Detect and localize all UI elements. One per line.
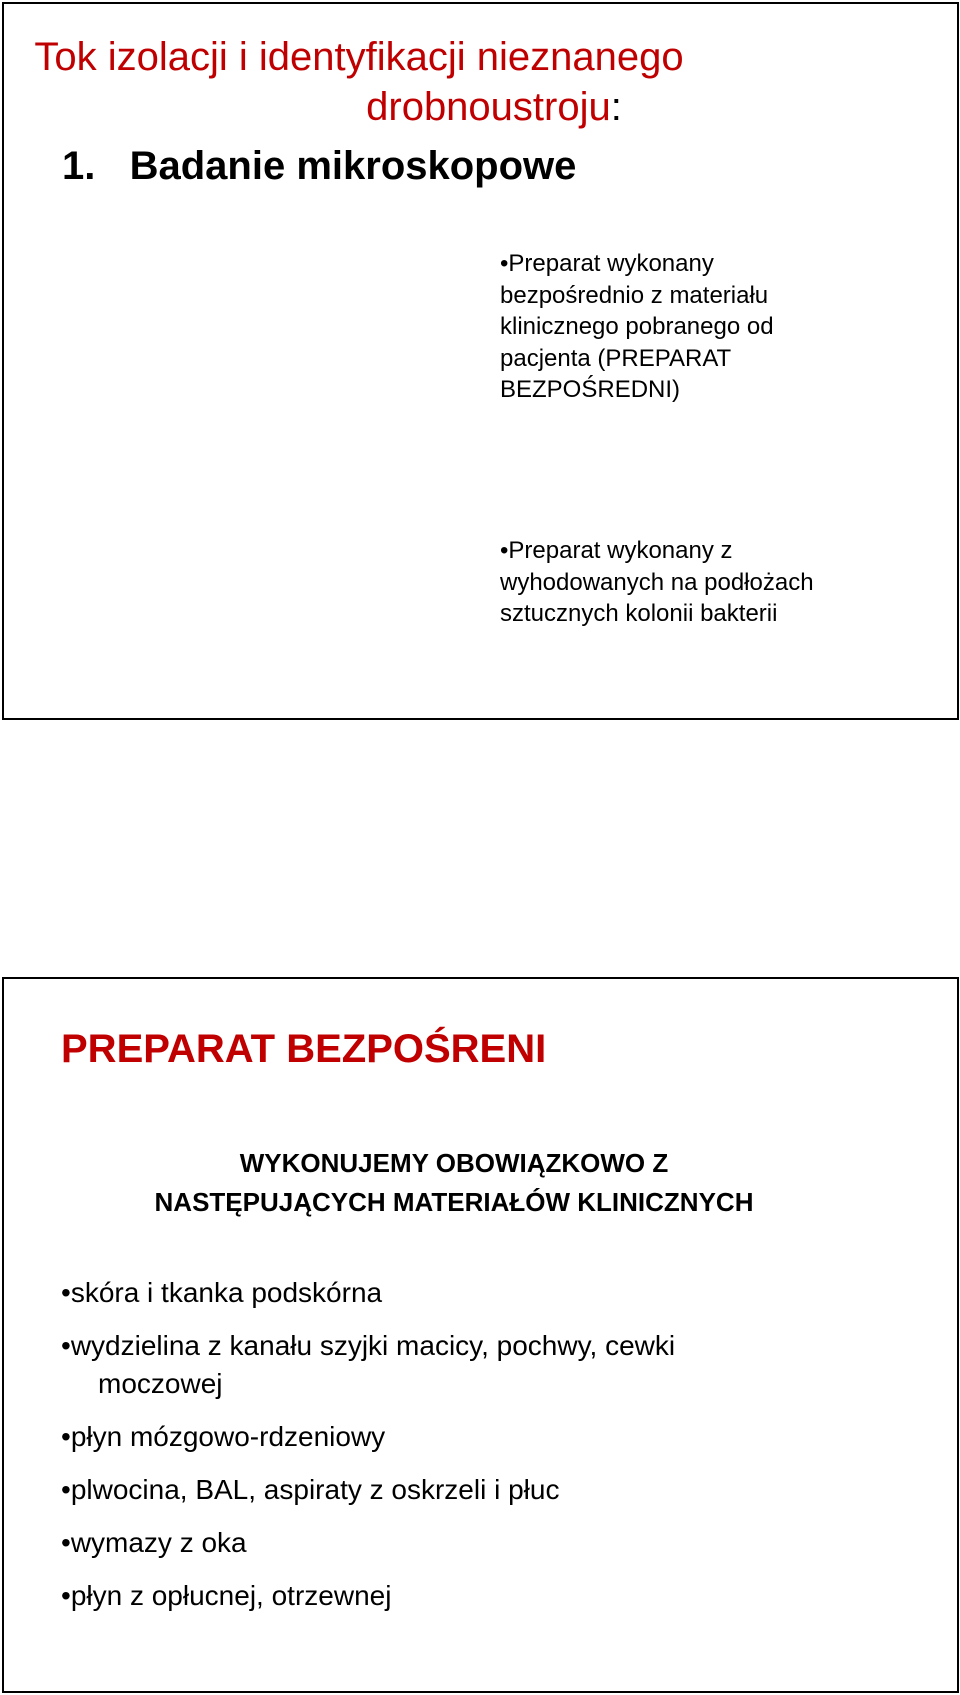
section-heading: [62, 144, 576, 189]
list-item: [61, 1327, 675, 1365]
bullet-dot-icon: •: [61, 1330, 71, 1361]
title-line-2: drobnoustroju: [366, 85, 611, 129]
bullet-dot-icon: •: [61, 1474, 71, 1505]
slide-title: [4, 32, 714, 132]
bullet-dot-icon: •: [61, 1527, 71, 1558]
list-item: [61, 1524, 675, 1562]
list-item-text: płyn z opłucnej, otrzewnej: [70, 1580, 392, 1611]
list-item-text: plwocina, BAL, aspiraty z oskrzeli i płuc: [70, 1474, 560, 1505]
title-line-1: Tok izolacji i identyfikacji nieznanego: [34, 35, 684, 79]
list-item-continuation: moczowej: [98, 1368, 223, 1399]
materials-list: [61, 1274, 675, 1630]
list-item: [61, 1274, 675, 1312]
bullet-dot-icon: •: [61, 1277, 71, 1308]
bullet-culture-preparation: [500, 535, 940, 630]
bullet-1-line-4: pacjenta (PREPARAT: [500, 344, 732, 372]
slide-2: [2, 977, 959, 1693]
list-item: [61, 1471, 675, 1509]
list-item: [61, 1577, 675, 1615]
list-item-text: skóra i tkanka podskórna: [70, 1277, 383, 1308]
slide-1: [2, 2, 959, 720]
slide-title: PREPARAT BEZPOŚRENI: [61, 1027, 547, 1071]
bullet-dot-icon: •: [500, 537, 509, 564]
bullet-dot-icon: •: [500, 250, 509, 277]
bullet-1-line-1: Preparat wykonany: [508, 250, 714, 277]
bullet-2-line-2: wyhodowanych na podłożach: [500, 568, 814, 596]
subheading-line-2: NASTĘPUJĄCYCH MATERIAŁÓW KLINICZNYCH: [154, 1187, 754, 1217]
heading-text: Badanie mikroskopowe: [129, 144, 577, 188]
title-colon: :: [610, 85, 622, 129]
bullet-dot-icon: •: [61, 1580, 71, 1611]
bullet-2-line-3: sztucznych kolonii bakterii: [500, 600, 778, 627]
materials-subheading: [4, 1144, 904, 1222]
list-item-text: płyn mózgowo-rdzeniowy: [70, 1421, 386, 1452]
subheading-line-1: WYKONUJEMY OBOWIĄZKOWO Z: [239, 1148, 669, 1178]
list-item: [61, 1418, 675, 1456]
bullet-1-line-2: bezpośrednio z materiału: [500, 281, 769, 309]
bullet-2-line-1: Preparat wykonany z: [508, 537, 733, 564]
bullet-dot-icon: •: [61, 1421, 71, 1452]
bullet-1-line-5: BEZPOŚREDNI): [500, 376, 681, 403]
heading-number: 1.: [62, 144, 96, 188]
list-item-text: wymazy z oka: [70, 1527, 247, 1558]
bullet-direct-preparation: [500, 248, 940, 406]
bullet-1-line-3: klinicznego pobranego od: [500, 313, 774, 340]
list-item-text: wydzielina z kanału szyjki macicy, pochwy, cewki: [70, 1330, 676, 1361]
